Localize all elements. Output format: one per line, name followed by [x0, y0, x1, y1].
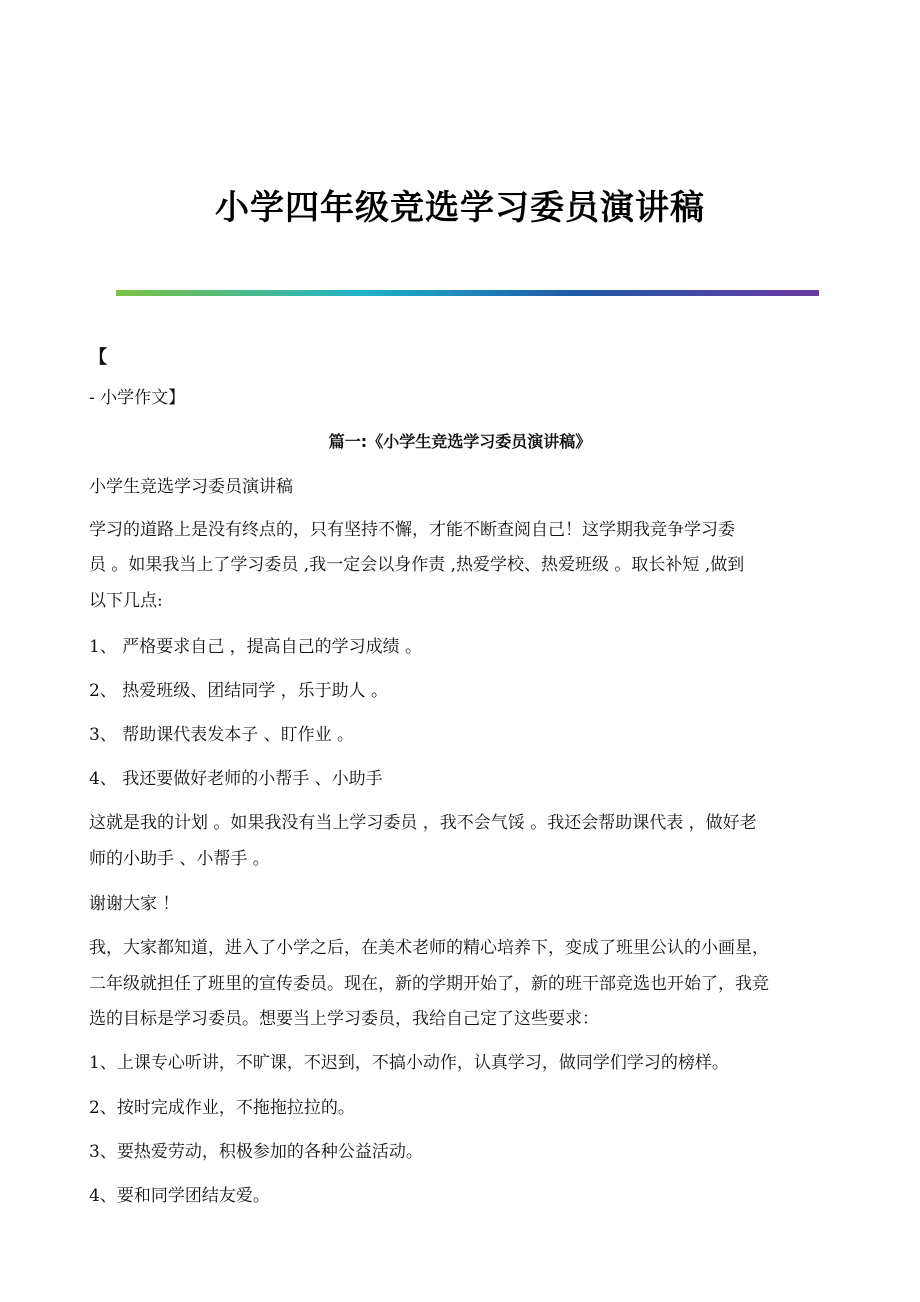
section-heading: 篇一:《小学生竞选学习委员演讲稿》 — [328, 432, 592, 451]
body-line: 师的小助手 、小帮手 。 — [89, 849, 270, 869]
body-line: 学习的道路上是没有终点的，只有坚持不懈，才能不断查阅自己！这学期我竞争学习委 — [89, 520, 735, 540]
category-bracket-open: 【 — [89, 347, 107, 368]
body-line: 我，大家都知道，进入了小学之后，在美术老师的精心培养下，变成了班里公认的小画星， — [89, 938, 769, 958]
list-item: 1、 严格要求自己 ，提高自己的学习成绩 。 — [89, 637, 423, 657]
list-item: 3、 帮助课代表发本子 、盯作业 。 — [89, 725, 355, 745]
body-line: 二年级就担任了班里的宣传委员。现在，新的学期开始了，新的班干部竞选也开始了，我竞 — [89, 974, 769, 994]
document-title: 小学四年级竞选学习委员演讲稿 — [215, 188, 705, 228]
body-line: 员 。如果我当上了学习委员 ,我一定会以身作责 ,热爱学校、热爱班级 。取长补短 ,做到 — [89, 555, 745, 575]
list-item: 4、 我还要做好老师的小帮手 、小助手 — [89, 769, 383, 789]
body-line: 选的目标是学习委员。想要当上学习委员，我给自己定了这些要求： — [89, 1009, 599, 1029]
category-line: - 小学作文】 — [89, 388, 186, 408]
list-item: 1、上课专心听讲，不旷课，不迟到，不搞小动作，认真学习，做同学们学习的榜样。 — [89, 1053, 729, 1073]
list-item: 2、按时完成作业，不拖拖拉拉的。 — [89, 1098, 355, 1118]
list-item: 3、要热爱劳动，积极参加的各种公益活动。 — [89, 1142, 423, 1162]
list-item: 2、 热爱班级、团结同学 ，乐于助人 。 — [89, 681, 389, 701]
body-line: 以下几点: — [89, 591, 163, 611]
body-line: 这就是我的计划 。如果我没有当上学习委员 ，我不会气馁 。我还会帮助课代表 ，做好老 — [89, 813, 757, 833]
list-item: 4、要和同学团结友爱。 — [89, 1186, 270, 1206]
title-gradient-rule — [116, 290, 819, 296]
body-line: 小学生竞选学习委员演讲稿 — [89, 477, 293, 497]
body-line: 谢谢大家 ！ — [89, 894, 180, 914]
